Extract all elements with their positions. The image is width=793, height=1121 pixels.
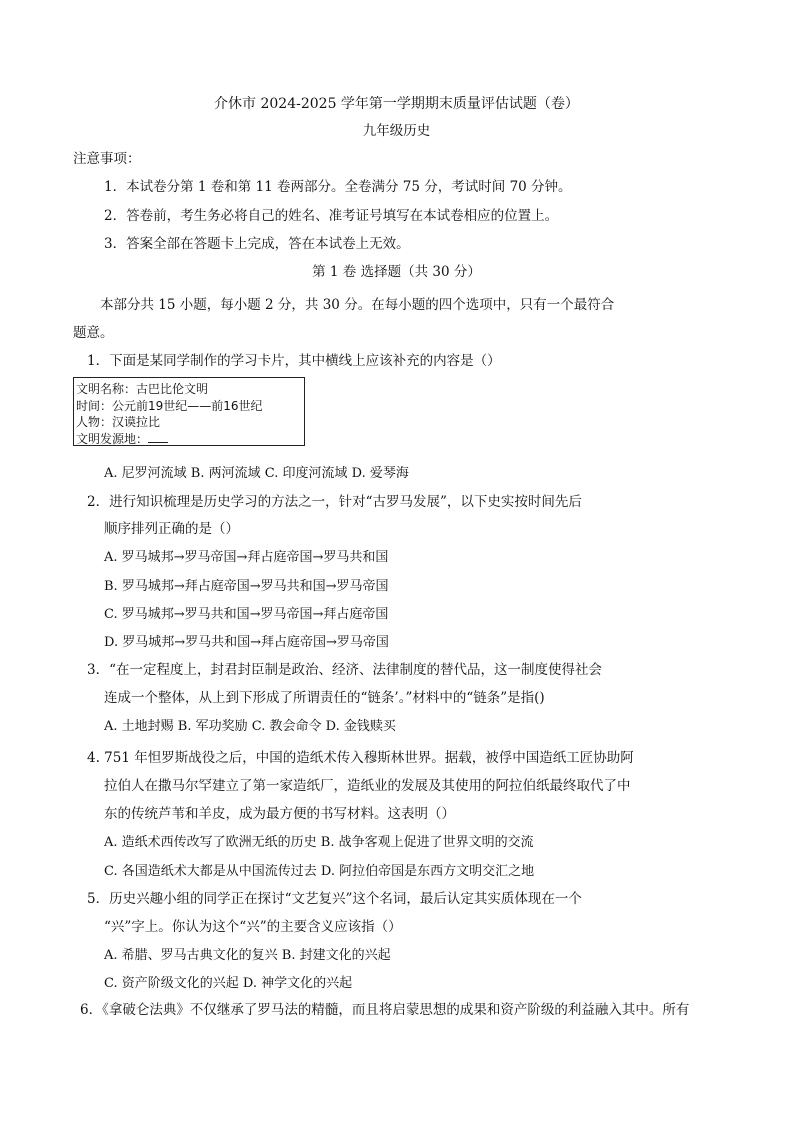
q1-options: A. 尼罗河流域 B. 两河流域 C. 印度河流域 D. 爱琴海 [104, 466, 409, 481]
q2-option-b: B. 罗马城邦→拜占庭帝国→罗马共和国→罗马帝国 [104, 579, 389, 594]
section-title: 第 1 卷 选择题（共 30 分） [312, 264, 481, 280]
card-line-2: 时间：公元前19世纪——前16世纪 [76, 398, 263, 413]
q2-option-a: A. 罗马城邦→罗马帝国→拜占庭帝国→罗马共和国 [104, 550, 389, 565]
q4-options-line2: C. 各国造纸术大都是从中国流传过去 D. 阿拉伯帝国是东西方文明交汇之地 [104, 864, 535, 879]
q4-options-line1: A. 造纸术西传改写了欧洲无纸的历史 B. 战争客观上促进了世界文明的交流 [104, 835, 534, 850]
notice-item-1: 1．本试卷分第 1 卷和第 11 卷两部分。全卷满分 75 分，考试时间 70 分钟。 [104, 179, 572, 195]
q5-stem-line2: “兴”字上。你认为这个“兴”的主要含义应该指（） [104, 919, 402, 935]
q4-stem-line2: 拉伯人在撒马尔罕建立了第一家造纸厂，造纸业的发展及其使用的阿拉伯纸最终取代了中 [104, 778, 631, 794]
notice-heading: 注意事项： [73, 151, 141, 167]
card-line-4-label: 文明发源地： [76, 431, 149, 446]
q5-options-line1: A. 希腊、罗马古典文化的复兴 B. 封建文化的兴起 [104, 948, 391, 963]
q2-stem-line2: 顺序排列正确的是（） [104, 521, 239, 537]
card-blank-line [148, 432, 168, 443]
q1-stem: 1．下面是某同学制作的学习卡片，其中横线上应该补充的内容是（） [87, 353, 501, 369]
q5-stem-line1: 5．历史兴趣小组的同学正在探讨“文艺复兴”这个名词，最后认定其实质体现在一个 [87, 891, 582, 907]
q3-stem-line1: 3．“在一定程度上，封君封臣制是政治、经济、法律制度的替代品，这一制度使得社会 [87, 662, 602, 678]
q2-stem-line1: 2．进行知识梳理是历史学习的方法之一，针对“古罗马发展”，以下史实按时间先后 [87, 494, 582, 510]
q2-option-d: D. 罗马城邦→罗马共和国→拜占庭帝国→罗马帝国 [104, 635, 389, 650]
exam-title: 介休市 2024-2025 学年第一学期期末质量评估试题（卷） [214, 96, 579, 112]
section-intro-line1: 本部分共 15 小题，每小题 2 分，共 30 分。在每小题的四个选项中，只有一个最符合 [100, 297, 615, 313]
q4-stem-line1: 4. 751 年怛罗斯战役之后，中国的造纸术传入穆斯林世界。据载，被俘中国造纸工匠协助阿 [87, 750, 634, 766]
notice-item-3: 3．答案全部在答题卡上完成，答在本试卷上无效。 [104, 236, 410, 252]
card-line-3: 人物：汉谟拉比 [76, 415, 161, 429]
q2-option-c: C. 罗马城邦→罗马共和国→罗马帝国→拜占庭帝国 [104, 607, 389, 622]
q5-options-line2: C. 资产阶级文化的兴起 D. 神学文化的兴起 [104, 976, 353, 991]
card-line-1: 文明名称：古巴比伦文明 [76, 382, 209, 396]
notice-item-2: 2．答卷前，考生务必将自己的姓名、准考证号填写在本试卷相应的位置上。 [104, 208, 559, 224]
section-intro-line2: 题意。 [73, 325, 114, 341]
q1-study-card [73, 377, 305, 446]
q6-stem-line1: 6．《拿破仑法典》不仅继承了罗马法的精髓，而且将启蒙思想的成果和资产阶级的利益融入其中。所有 [80, 1002, 690, 1018]
q3-options: A. 土地封赐 B. 军功奖励 C. 教会命令 D. 金钱赎买 [104, 719, 396, 734]
exam-subtitle: 九年级历史 [362, 123, 431, 139]
q3-stem-line2: 连成一个整体，从上到下形成了所谓责任的“链条’。”材料中的“链条”是指() [104, 690, 545, 706]
q4-stem-line3: 东的传统芦苇和羊皮，成为最方便的书写材料。这表明（） [104, 806, 455, 822]
card-line-4 [76, 431, 302, 448]
